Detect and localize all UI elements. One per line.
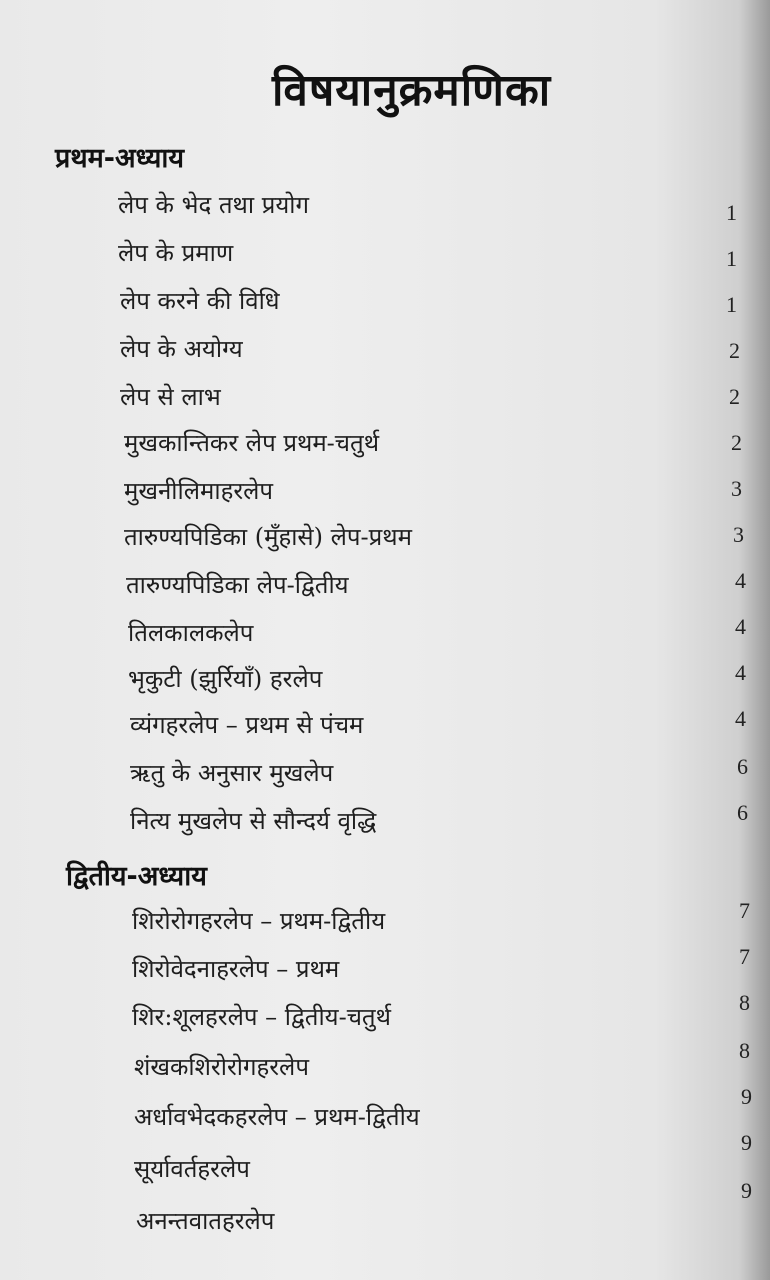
toc-entry: शंखकशिरोरोगहरलेप [134, 1053, 309, 1081]
toc-entry: तिलकालकलेप [128, 619, 254, 647]
toc-entry: सूर्यावर्तहरलेप [134, 1155, 250, 1183]
toc-page-number: 4 [735, 706, 746, 731]
toc-page-number: 9 [741, 1130, 752, 1155]
toc-entry: तारुण्यपिडिका लेप-द्वितीय [126, 571, 349, 599]
toc-entry: शिरोवेदनाहरलेप – प्रथम [132, 955, 340, 983]
toc-entry: शिरोरोगहरलेप – प्रथम-द्वितीय [132, 907, 386, 935]
toc-entry: भृकुटी (झुर्रियाँ) हरलेप [128, 665, 323, 693]
toc-entry: लेप करने की विधि [120, 287, 280, 315]
toc-page-number: 1 [726, 246, 737, 271]
toc-page-number: 6 [737, 754, 748, 779]
toc-page-number: 8 [739, 990, 750, 1015]
toc-entry: अर्धावभेदकहरलेप – प्रथम-द्वितीय [134, 1103, 420, 1131]
toc-entry: शिर:शूलहरलेप – द्वितीय-चतुर्थ [132, 1003, 391, 1031]
chapter-heading-1: प्रथम-अध्याय [55, 143, 185, 174]
chapter-heading-2: द्वितीय-अध्याय [66, 861, 207, 892]
toc-entry: ऋतु के अनुसार मुखलेप [130, 759, 334, 787]
toc-page-number: 1 [726, 292, 737, 317]
toc-page-number: 2 [729, 384, 740, 409]
toc-page-number: 3 [733, 522, 744, 547]
toc-entry: लेप के प्रमाण [118, 239, 234, 267]
toc-entry: व्यंगहरलेप – प्रथम से पंचम [130, 711, 364, 739]
toc-page-number: 6 [737, 800, 748, 825]
toc-page-number: 9 [741, 1178, 752, 1203]
toc-page-number: 2 [729, 338, 740, 363]
toc-page-number: 4 [735, 614, 746, 639]
toc-page-number: 7 [739, 944, 750, 969]
toc-entry: मुखनीलिमाहरलेप [124, 477, 274, 505]
toc-page-number: 4 [735, 568, 746, 593]
toc-page-number: 4 [735, 660, 746, 685]
toc-page-number: 7 [739, 898, 750, 923]
toc-entry: अनन्तवातहरलेप [136, 1207, 275, 1235]
toc-entry: मुखकान्तिकर लेप प्रथम-चतुर्थ [124, 429, 380, 457]
toc-entry: लेप के अयोग्य [120, 335, 243, 363]
toc-page-number: 3 [731, 476, 742, 501]
toc-entry: तारुण्यपिडिका (मुँहासे) लेप-प्रथम [124, 523, 412, 551]
toc-entry: लेप के भेद तथा प्रयोग [118, 191, 310, 219]
toc-page-number: 1 [726, 200, 737, 225]
page-title: विषयानुक्रमणिका [272, 65, 552, 116]
toc-entry: नित्य मुखलेप से सौन्दर्य वृद्धि [130, 807, 377, 835]
toc-page-number: 8 [739, 1038, 750, 1063]
toc-page-number: 2 [731, 430, 742, 455]
toc-entry: लेप से लाभ [120, 383, 221, 411]
toc-page-number: 9 [741, 1084, 752, 1109]
